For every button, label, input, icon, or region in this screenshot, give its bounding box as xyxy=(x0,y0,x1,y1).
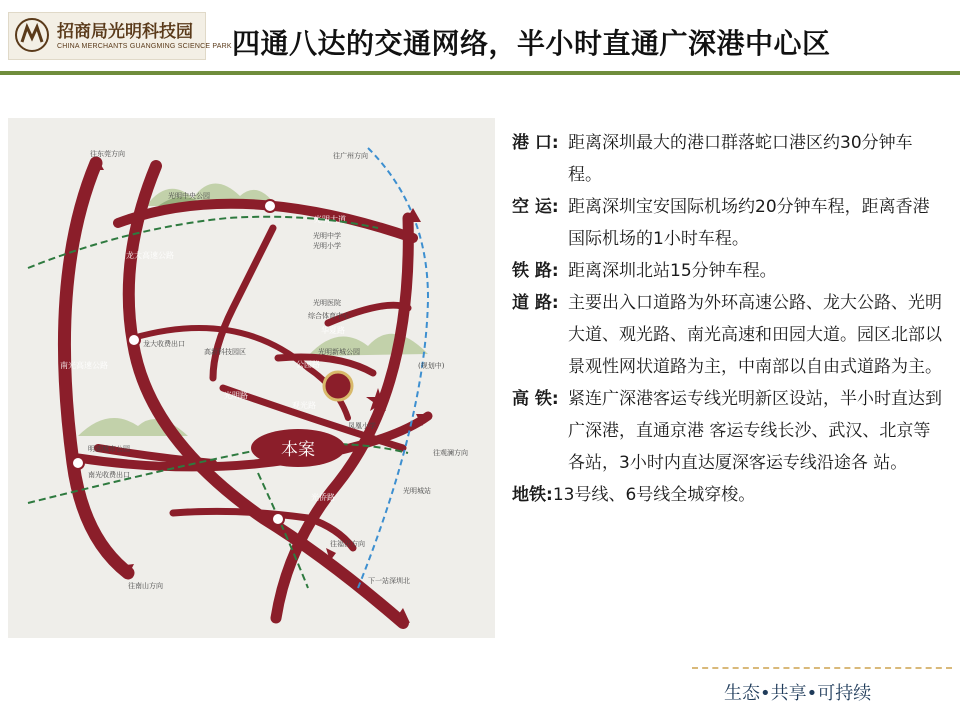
project-badge-label: 本案 xyxy=(281,440,315,460)
label-central-park: 光明中央公园 xyxy=(168,192,210,200)
label-to-dongguan: 往东莞方向 xyxy=(90,150,125,158)
label-longda-expwy: 龙大高速公路 xyxy=(126,251,174,260)
label-gaoxin: 高新科技园区 xyxy=(204,348,246,356)
logo-english-name: CHINA MERCHANTS GUANGMING SCIENCE PARK xyxy=(57,43,232,50)
label-to-guanlan: 往观澜方向 xyxy=(433,449,468,457)
info-item-key: 港 口: xyxy=(512,133,559,153)
label-longda-exit: 龙大收费出口 xyxy=(143,340,185,348)
info-item xyxy=(512,383,942,479)
logo-mark-icon xyxy=(15,18,49,52)
label-gongyuan-rd: 公园路 xyxy=(296,360,320,369)
label-hospital: 光明医院 xyxy=(313,299,341,307)
info-item-key: 高 铁: xyxy=(512,389,559,409)
info-item-value: 13号线、6号线全城穿梭。 xyxy=(552,485,756,505)
interchange-north xyxy=(264,200,276,212)
company-logo xyxy=(8,12,232,60)
label-planning: (规划中) xyxy=(418,362,445,370)
interchange-longda xyxy=(128,334,140,346)
label-guangming-rd: 光明路 xyxy=(224,391,248,400)
info-item-key: 道 路: xyxy=(512,293,559,313)
info-item-value: 距离深圳北站15分钟车程。 xyxy=(568,261,777,281)
label-nanguang-expwy: 南光高速公路 xyxy=(60,361,108,370)
label-next-station: 下一站深圳北 xyxy=(368,577,410,585)
interchange-south xyxy=(272,513,284,525)
label-middle-school: 光明中学 xyxy=(313,232,341,240)
label-hongqiao-park: 明湖城市公园 xyxy=(88,445,130,453)
project-emblem xyxy=(324,372,352,400)
title-divider xyxy=(0,71,960,75)
info-item-value: 紧连广深港客运专线光明新区设站，半小时直达到广深港，直通京港 客运专线长沙、武汉、北京等各站，3小时内直达厦深客运专线沿途各 站。 xyxy=(568,389,942,473)
interchange-nanguang xyxy=(72,457,84,469)
info-item xyxy=(512,127,942,191)
label-to-guangzhou: 往广州方向 xyxy=(333,152,368,160)
label-sports-center: 综合体育中心 xyxy=(308,312,350,320)
footer-slogan: 生态•共享•可持续 xyxy=(724,683,872,704)
info-item xyxy=(512,479,942,511)
info-item-value: 距离深圳最大的港口群落蛇口港区约30分钟车程。 xyxy=(568,133,913,185)
info-item-key: 地铁: xyxy=(512,485,553,505)
label-guangming-station: 光明城站 xyxy=(403,487,431,495)
label-nanguang-exit: 南光收费出口 xyxy=(88,471,130,479)
label-to-nanshan: 往南山方向 xyxy=(128,582,163,590)
label-dianhua-rd: 光侨路 xyxy=(311,493,335,502)
label-guanguang-rd: 观光路 xyxy=(292,401,316,410)
label-guangming-ave: 光明大道 xyxy=(314,215,346,224)
info-item-value: 距离深圳宝安国际机场约20分钟车程，距离香港国际机场的1小时车程。 xyxy=(568,197,930,249)
label-fenghuang-school: 凤凰小学 xyxy=(348,422,376,430)
info-item xyxy=(512,287,942,383)
info-item xyxy=(512,255,942,287)
info-item-key: 空 运: xyxy=(512,197,559,217)
info-item-key: 铁 路: xyxy=(512,261,559,281)
label-huaxia-rd: 华夏路 xyxy=(321,326,345,335)
label-to-futian: 往福田方向 xyxy=(330,540,365,548)
traffic-map xyxy=(8,118,495,638)
footer-divider xyxy=(692,667,952,669)
logo-chinese-name: 招商局光明科技园 xyxy=(57,22,193,42)
traffic-info-list xyxy=(512,127,942,511)
page-title: 四通八达的交通网络，半小时直通广深港中心区 xyxy=(232,27,831,60)
label-primary-school: 光明小学 xyxy=(313,242,341,250)
info-item xyxy=(512,191,942,255)
label-new-city-park: 光明新城公园 xyxy=(318,348,360,356)
info-item-value: 主要出入口道路为外环高速公路、龙大公路、光明大道、观光路、南光高速和田园大道。园区北部以景观性网状道路为主，中南部以自由式道路为主。 xyxy=(568,293,942,377)
traffic-map-drawing xyxy=(8,118,495,638)
